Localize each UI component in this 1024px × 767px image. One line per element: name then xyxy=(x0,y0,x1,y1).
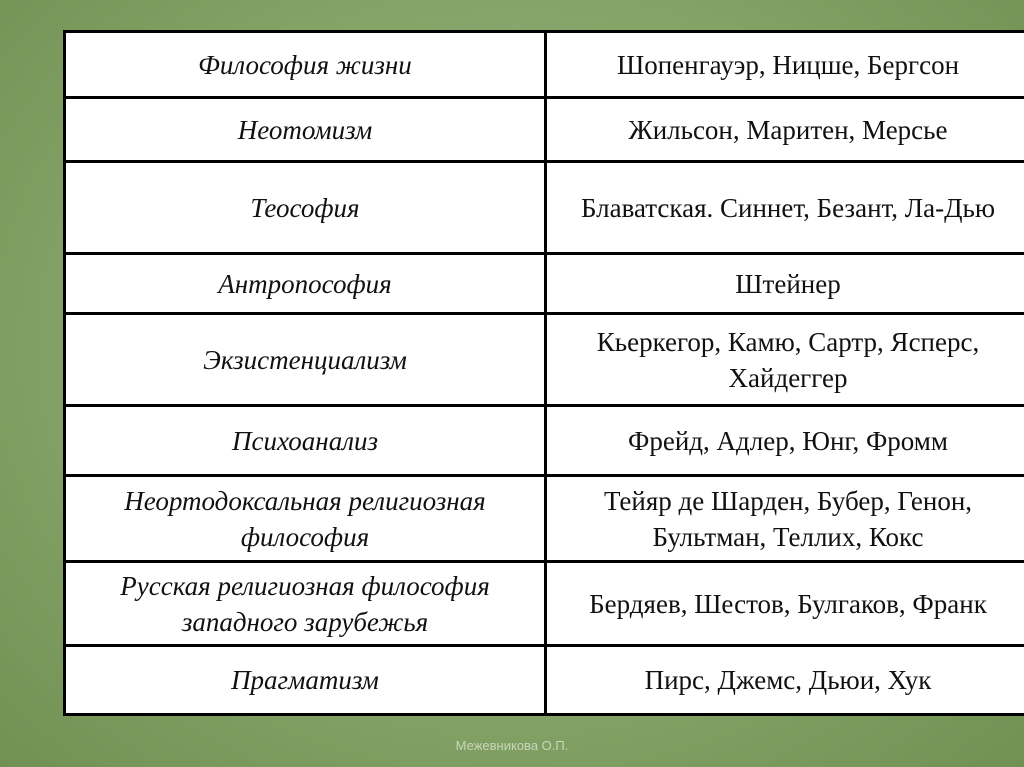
term-cell: Неотомизм xyxy=(65,98,546,162)
philosophy-table xyxy=(63,30,1024,716)
table-row xyxy=(65,254,1024,314)
table-row xyxy=(65,162,1024,254)
term-cell: Теософия xyxy=(65,162,546,254)
names-cell: Жильсон, Маритен, Мерсье xyxy=(546,98,1024,162)
table-row xyxy=(65,562,1024,646)
philosophy-table-container xyxy=(63,30,995,713)
table-row xyxy=(65,406,1024,476)
table-row xyxy=(65,314,1024,406)
names-cell: Фрейд, Адлер, Юнг, Фромм xyxy=(546,406,1024,476)
names-cell: Шопенгауэр, Ницше, Бергсон xyxy=(546,32,1024,98)
names-cell: Штейнер xyxy=(546,254,1024,314)
names-cell: Пирс, Джемс, Дьюи, Хук xyxy=(546,646,1024,715)
names-cell: Блаватская. Синнет, Безант, Ла-Дью xyxy=(546,162,1024,254)
names-cell: Кьеркегор, Камю, Сартр, Ясперс, Хайдеггер xyxy=(546,314,1024,406)
term-cell: Русская религиозная философия западного зарубежья xyxy=(65,562,546,646)
names-cell: Бердяев, Шестов, Булгаков, Франк xyxy=(546,562,1024,646)
term-cell: Философия жизни xyxy=(65,32,546,98)
table-row xyxy=(65,476,1024,562)
author-footer: Межевникова О.П. xyxy=(455,738,569,753)
term-cell: Психоанализ xyxy=(65,406,546,476)
term-cell: Антропософия xyxy=(65,254,546,314)
term-cell: Неортодоксальная религиозная философия xyxy=(65,476,546,562)
term-cell: Прагматизм xyxy=(65,646,546,715)
table-row xyxy=(65,646,1024,715)
term-cell: Экзистенциализм xyxy=(65,314,546,406)
table-row xyxy=(65,32,1024,98)
names-cell: Тейяр де Шарден, Бубер, Генон, Бультман, Теллих, Кокс xyxy=(546,476,1024,562)
table-row xyxy=(65,98,1024,162)
